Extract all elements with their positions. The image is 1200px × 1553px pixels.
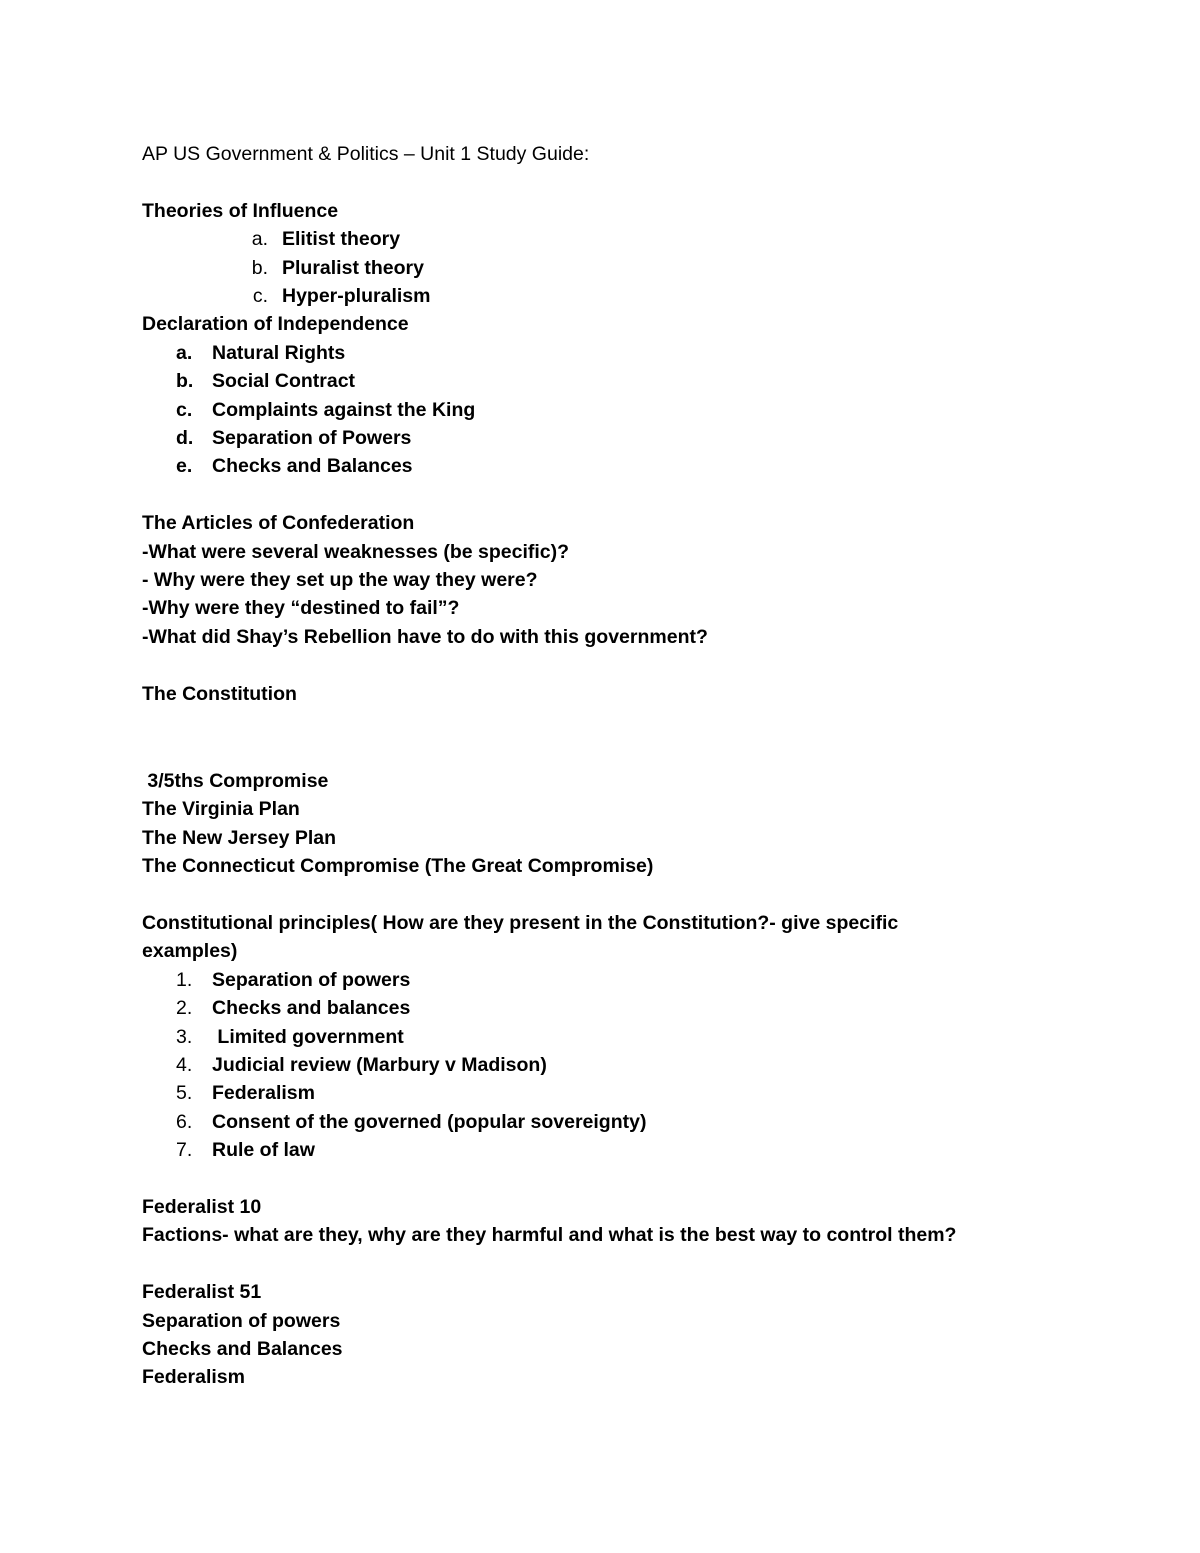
list-marker: b. xyxy=(176,370,194,393)
theories-heading: Theories of Influence xyxy=(142,199,339,222)
list-item-text: Separation of powers xyxy=(212,968,411,991)
articles-question: -What did Shay’s Rebellion have to do with this government? xyxy=(142,625,708,648)
list-marker: 5. xyxy=(176,1082,193,1105)
list-item xyxy=(142,424,1102,452)
compromise-item: The Connecticut Compromise (The Great Compromise) xyxy=(142,855,654,878)
list-item xyxy=(142,994,1102,1022)
spacer xyxy=(142,481,1102,509)
list-item xyxy=(142,282,1102,310)
federalist10-question: Factions- what are they, why are they harmful and what is the best way to control them? xyxy=(142,1224,957,1247)
list-marker: e. xyxy=(176,455,193,478)
list-item-text: Separation of Powers xyxy=(212,427,412,450)
list-marker: c. xyxy=(176,398,193,421)
constitution-heading: The Constitution xyxy=(142,682,297,705)
compromise-item: 3/5ths Compromise xyxy=(142,769,329,792)
list-item xyxy=(142,1023,1102,1051)
list-item-text: Checks and Balances xyxy=(212,455,413,478)
list-item xyxy=(142,367,1102,395)
federalist51-heading: Federalist 51 xyxy=(142,1281,262,1304)
list-item xyxy=(142,1079,1102,1107)
list-item-text: Judicial review (Marbury v Madison) xyxy=(212,1053,547,1076)
list-item-text: Rule of law xyxy=(212,1139,315,1162)
list-marker: 1. xyxy=(176,968,193,991)
list-marker: 2. xyxy=(176,997,193,1020)
list-marker: b. xyxy=(251,256,268,279)
document-title: AP US Government & Politics – Unit 1 Study Guide: xyxy=(142,143,590,165)
federalist51-item: Federalism xyxy=(142,1366,245,1389)
list-marker: 3. xyxy=(176,1025,193,1048)
list-item xyxy=(142,1136,1102,1164)
list-item-text: Limited government xyxy=(212,1025,404,1048)
list-item xyxy=(142,1051,1102,1079)
articles-question: -Why were they “destined to fail”? xyxy=(142,597,460,620)
list-marker: c. xyxy=(252,285,268,308)
list-item-text: Elitist theory xyxy=(282,228,401,251)
declaration-heading: Declaration of Independence xyxy=(142,313,409,336)
list-item xyxy=(142,254,1102,282)
list-item-text: Natural Rights xyxy=(212,341,346,364)
spacer xyxy=(142,168,1102,196)
spacer xyxy=(142,1165,1102,1193)
articles-question: - Why were they set up the way they were? xyxy=(142,569,538,592)
list-marker: 4. xyxy=(176,1053,193,1076)
spacer xyxy=(142,1250,1102,1278)
compromise-item: The Virginia Plan xyxy=(142,798,300,821)
spacer xyxy=(142,881,1102,909)
list-item-text: Federalism xyxy=(212,1082,315,1105)
list-item xyxy=(142,1108,1102,1136)
list-marker: 7. xyxy=(176,1139,193,1162)
principles-heading: Constitutional principles( How are they present in the Constitution?- give specific examples) xyxy=(142,911,899,963)
list-item-text: Complaints against the King xyxy=(212,398,476,421)
list-item-text: Consent of the governed (popular sovereignty) xyxy=(212,1110,647,1133)
compromise-item: The New Jersey Plan xyxy=(142,826,337,849)
list-marker: 6. xyxy=(176,1110,193,1133)
federalist10-heading: Federalist 10 xyxy=(142,1195,262,1218)
articles-heading: The Articles of Confederation xyxy=(142,512,415,535)
spacer xyxy=(142,708,1102,765)
list-marker: d. xyxy=(176,427,194,450)
federalist51-item: Checks and Balances xyxy=(142,1337,343,1360)
list-marker: a. xyxy=(176,341,193,364)
list-item-text: Checks and balances xyxy=(212,997,411,1020)
list-item-text: Pluralist theory xyxy=(282,256,424,279)
articles-question: -What were several weaknesses (be specific)? xyxy=(142,540,570,563)
study-guide-document xyxy=(142,140,1102,1392)
list-item xyxy=(142,452,1102,480)
list-item xyxy=(142,225,1102,253)
federalist51-item: Separation of powers xyxy=(142,1309,341,1332)
list-marker: a. xyxy=(251,228,268,251)
list-item xyxy=(142,396,1102,424)
spacer xyxy=(142,651,1102,679)
list-item xyxy=(142,966,1102,994)
list-item xyxy=(142,339,1102,367)
list-item-text: Hyper-pluralism xyxy=(282,285,431,308)
list-item-text: Social Contract xyxy=(212,370,356,393)
